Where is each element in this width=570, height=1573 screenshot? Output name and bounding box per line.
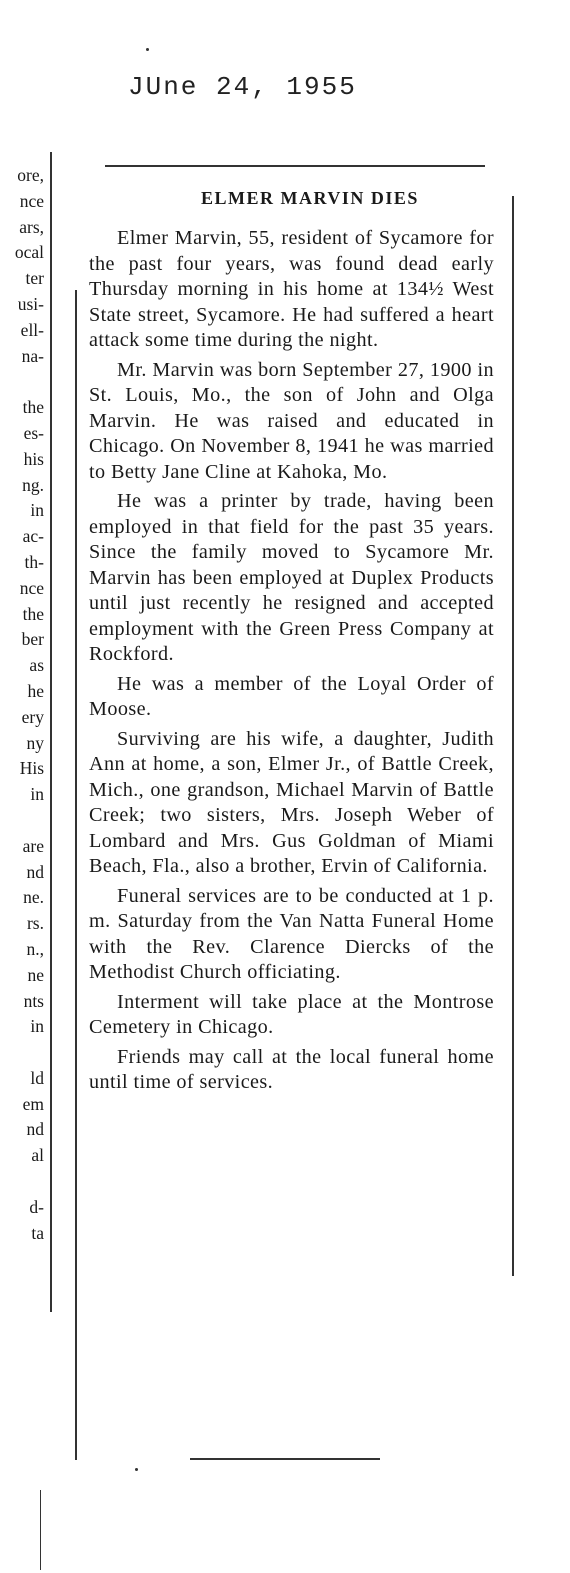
bottom-rule bbox=[190, 1458, 380, 1460]
column-fragment: in bbox=[30, 1016, 44, 1037]
clipping-date: JUne 24, 1955 bbox=[128, 72, 357, 102]
column-fragment: nce bbox=[19, 577, 44, 598]
column-fragment: ocal bbox=[14, 242, 44, 263]
article-paragraph: He was a member of the Loyal Order of Moose. bbox=[89, 672, 494, 720]
column-fragment: the bbox=[22, 397, 44, 418]
column-fragment: usi- bbox=[17, 293, 44, 314]
column-fragment: the bbox=[22, 603, 44, 624]
article-paragraph: Mr. Marvin was born September 27, 1900 in St. Louis, Mo., the son of John and Olga Marvin. He was raised and educated in Chicago. On November 8, 1941 he was married to Betty Jane Cline at Kahoka, Mo. bbox=[89, 358, 494, 483]
top-rule bbox=[105, 165, 485, 167]
article-body bbox=[89, 226, 494, 1100]
column-fragment: ter bbox=[25, 268, 44, 289]
column-fragment bbox=[0, 808, 44, 834]
column-fragment bbox=[0, 1169, 44, 1195]
column-fragment: His bbox=[19, 758, 44, 779]
column-fragment: ore, bbox=[17, 165, 44, 185]
column-divider-left bbox=[50, 152, 52, 1312]
column-fragment: ber bbox=[21, 629, 44, 650]
column-fragment: in bbox=[30, 784, 44, 805]
article-paragraph: Surviving are his wife, a daughter, Judith Ann at home, a son, Elmer Jr., of Battle Creek, Mich., one grandson, Michael Marvin of Battle Creek; two sisters, Mrs. Joseph Weber of Lombard and Mrs. Gus Goldman of Miami Beach, Fla., also a brother, Ervin of California. bbox=[89, 727, 494, 877]
column-fragment: ne. bbox=[23, 887, 44, 908]
column-fragment: ld bbox=[30, 1067, 44, 1088]
column-fragment: his bbox=[23, 448, 44, 469]
column-fragment: ne bbox=[27, 964, 44, 985]
column-fragment: ta bbox=[31, 1222, 44, 1243]
column-fragment: in bbox=[30, 500, 44, 521]
adjacent-column-fragments bbox=[0, 163, 44, 1246]
column-fragment: nce bbox=[19, 190, 44, 211]
headline: ELMER MARVIN DIES bbox=[201, 188, 419, 208]
column-fragment: he bbox=[27, 680, 44, 701]
article-border-left bbox=[75, 290, 77, 1460]
column-fragment: d- bbox=[29, 1196, 44, 1217]
column-fragment: ny bbox=[26, 732, 44, 753]
column-fragment bbox=[0, 369, 44, 395]
column-fragment: ars, bbox=[19, 216, 44, 237]
article-paragraph: Friends may call at the local funeral home until time of services. bbox=[89, 1045, 494, 1093]
column-fragment: ell- bbox=[20, 319, 44, 340]
column-fragment: th- bbox=[24, 551, 44, 572]
column-fragment: em bbox=[22, 1093, 44, 1114]
column-fragment: na- bbox=[21, 345, 44, 366]
column-fragment: ac- bbox=[22, 526, 44, 547]
column-divider-left-lower bbox=[40, 1490, 41, 1570]
column-fragment: al bbox=[31, 1145, 44, 1166]
column-fragment: as bbox=[29, 655, 44, 676]
column-fragment: nts bbox=[23, 990, 44, 1011]
column-fragment: nd bbox=[26, 861, 44, 882]
column-fragment: nd bbox=[26, 1119, 44, 1140]
column-fragment: es- bbox=[23, 422, 44, 443]
column-fragment: are bbox=[22, 835, 44, 856]
column-fragment bbox=[0, 1040, 44, 1066]
article-border-right bbox=[512, 196, 514, 1276]
article-paragraph: He was a printer by trade, having been employed in that field for the past 35 years. Since the family moved to Sycamore Mr. Marvin has been employed at Duplex Products until just recently he resigned and accepted employment with the Green Press Company at Rockford. bbox=[89, 490, 494, 665]
speck-mark bbox=[146, 48, 149, 51]
article-paragraph: Interment will take place at the Montrose Cemetery in Chicago. bbox=[89, 990, 494, 1038]
article-paragraph: Funeral services are to be conducted at 1 p. m. Saturday from the Van Natta Funeral Home with the Rev. Clarence Diercks of the Methodist Church officiating. bbox=[89, 884, 494, 983]
speck-mark bbox=[135, 1468, 138, 1471]
column-fragment: ery bbox=[21, 706, 44, 727]
column-fragment: ng. bbox=[22, 474, 44, 495]
column-fragment: n., bbox=[26, 938, 44, 959]
article-paragraph: Elmer Marvin, 55, resident of Sycamore for the past four years, was found dead early Thursday morning in his home at 134½ West State street, Sycamore. He had suffered a heart attack some time during the night. bbox=[89, 227, 494, 351]
column-fragment: rs. bbox=[26, 913, 44, 934]
